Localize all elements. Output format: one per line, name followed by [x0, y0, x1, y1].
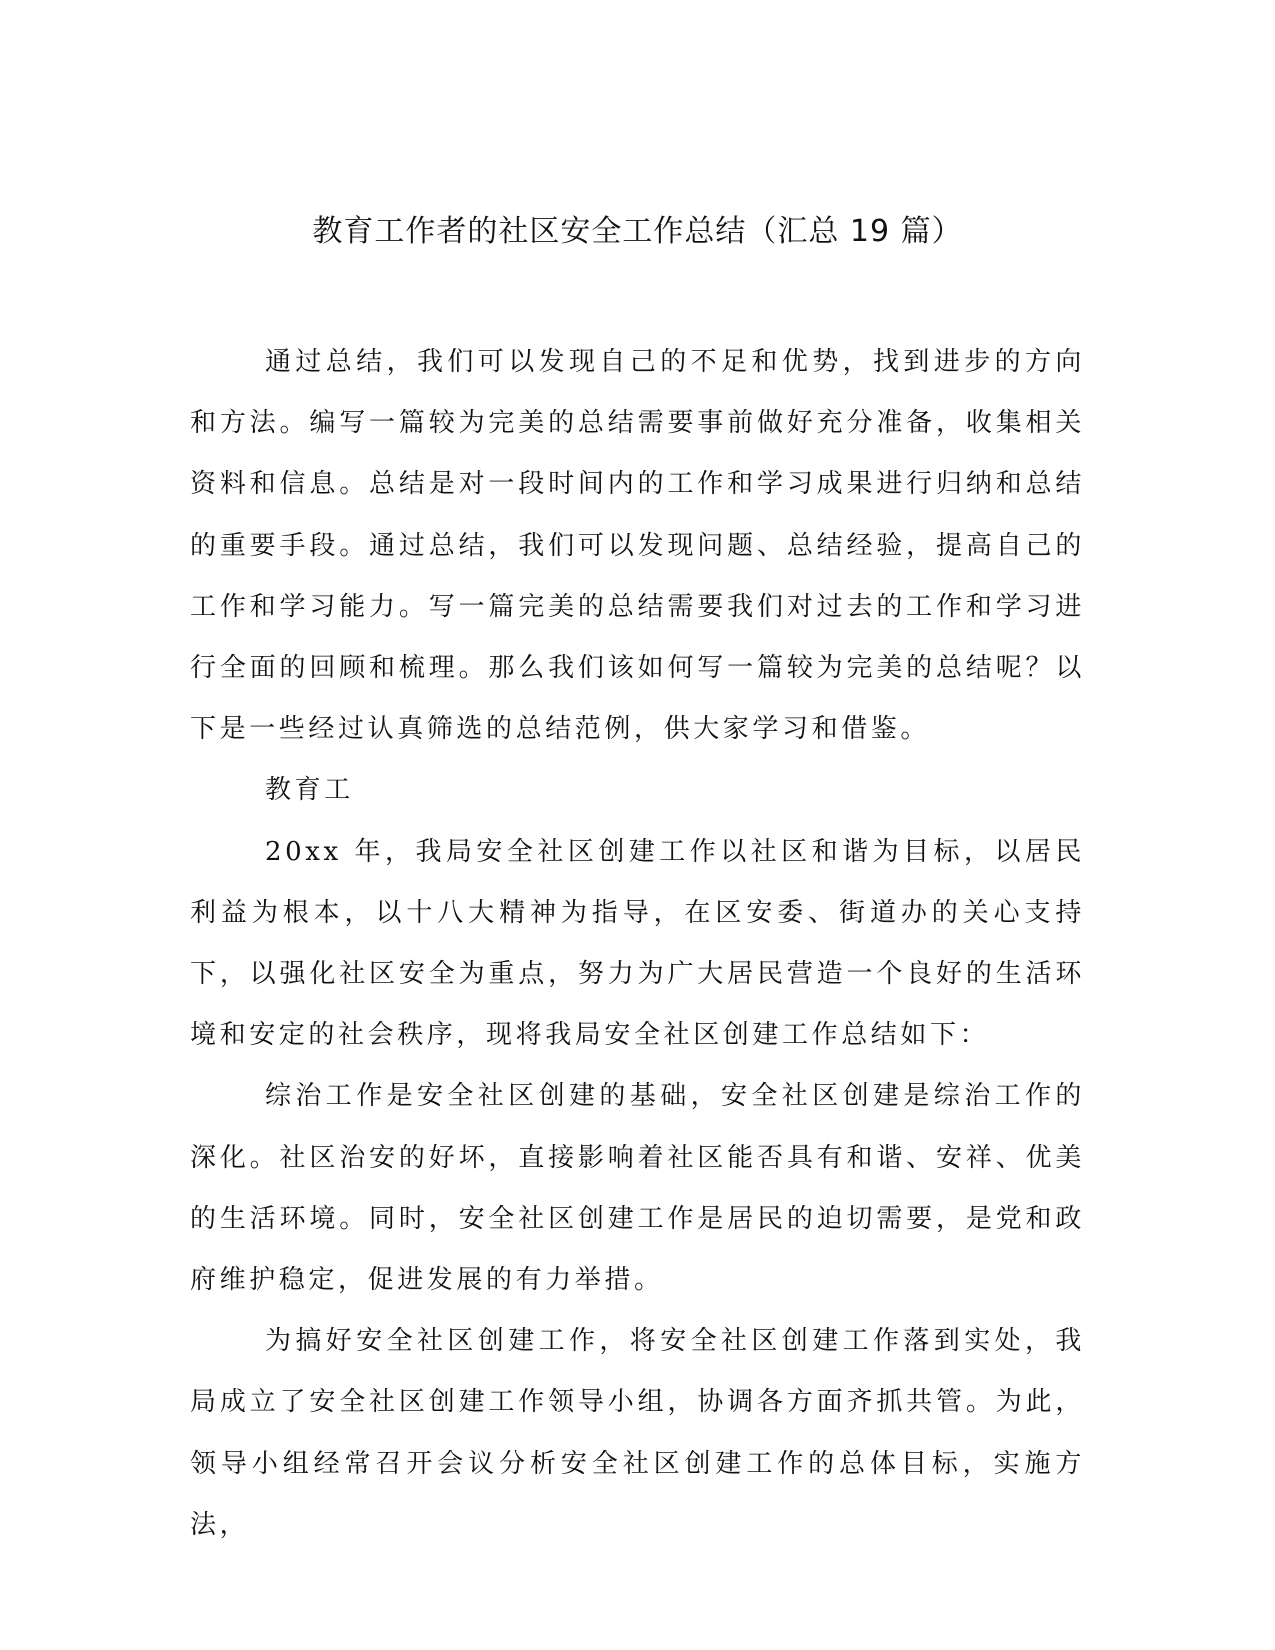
document-body	[190, 332, 1085, 1556]
paragraph-intro: 通过总结，我们可以发现自己的不足和优势，找到进步的方向和方法。编写一篇较为完美的总结需要事前做好充分准备，收集相关资料和信息。总结是对一段时间内的工作和学习成果进行归纳和总结的重要手段。通过总结，我们可以发现问题、总结经验，提高自己的工作和学习能力。写一篇完美的总结需要我们对过去的工作和学习进行全面的回顾和梳理。那么我们该如何写一篇较为完美的总结呢？以下是一些经过认真筛选的总结范例，供大家学习和借鉴。	[190, 347, 1085, 745]
paragraph-section-heading: 教育工	[265, 775, 354, 806]
paragraph-foundation: 综治工作是安全社区创建的基础，安全社区创建是综治工作的深化。社区治安的好坏，直接影响着社区能否具有和谐、安祥、优美的生活环境。同时，安全社区创建工作是居民的迫切需要，是党和政府维护稳定，促进发展的有力举措。	[190, 1081, 1085, 1296]
paragraph-leadership: 为搞好安全社区创建工作，将安全社区创建工作落到实处，我局成立了安全社区创建工作领导小组，协调各方面齐抓共管。为此，领导小组经常召开会议分析安全社区创建工作的总体目标，实施方法，	[190, 1326, 1085, 1540]
paragraph-overview: 20xx 年，我局安全社区创建工作以社区和谐为目标，以居民利益为根本，以十八大精神为指导，在区安委、街道办的关心支持下，以强化社区安全为重点，努力为广大居民营造一个良好的生活环境和安定的社会秩序，现将我局安全社区创建工作总结如下：	[190, 836, 1085, 1051]
document-title: 教育工作者的社区安全工作总结（汇总 19 篇）	[312, 214, 963, 249]
